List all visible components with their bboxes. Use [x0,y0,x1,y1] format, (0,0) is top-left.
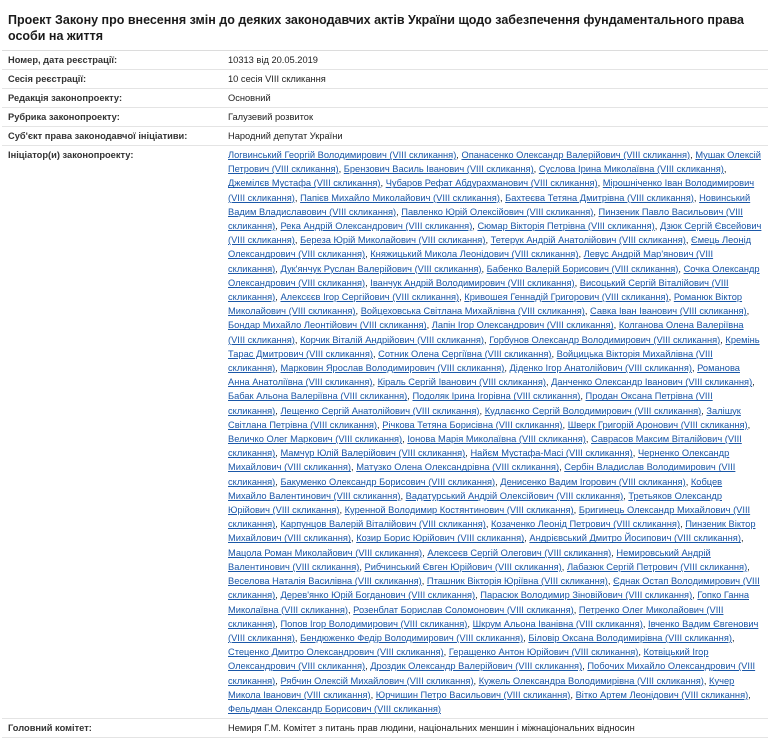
initiator-link[interactable]: Стеценко Дмитро Олександрович (VIII скликання) [228,647,444,658]
initiator-link[interactable]: Сотник Олена Сергіївна (VIII скликання) [378,348,552,359]
field-value: 10 сесія VIII скликання [222,70,768,89]
detail-row [2,89,768,108]
initiator-link[interactable]: Кужель Олександра Володимирівна (VIII скликання) [478,675,704,686]
initiator-link[interactable]: Веселова Наталія Василівна (VIII скликання) [228,576,422,587]
initiator-link[interactable]: Река Андрій Олександрович (VIII скликання) [280,221,473,232]
initiator-link[interactable]: Мушак Олексій Петрович (VIII скликання) [228,150,761,175]
initiator-link[interactable]: Корчик Віталій Андрійович (VIII скликання) [300,334,485,345]
initiator-link[interactable]: Левус Андрій Мар'янович (VIII скликання) [228,249,714,274]
initiator-link[interactable]: Шверк Григорій Аронович (VIII скликання) [567,419,748,430]
initiator-link[interactable]: Величко Олег Маркович (VIII скликання) [228,434,403,445]
initiator-link[interactable]: Дроздик Олександр Валерійович (VIII скликання) [370,661,583,672]
field-value: Народний депутат України [222,127,768,146]
initiator-link[interactable]: Мірошніченко Іван Володимирович (VIII скликання) [228,178,755,203]
initiator-link[interactable]: Немировський Андрій Валентинович (VIII скликання) [228,547,711,572]
initiator-link[interactable]: Лещенко Сергій Анатолійович (VIII скликання) [280,405,480,416]
committee-row [2,719,768,738]
initiator-link[interactable]: Рибчинський Євген Юрійович (VIII скликання) [364,561,562,572]
committee-label: Головний комітет: [2,719,222,738]
initiator-link[interactable]: Бабак Альона Валеріївна (VIII скликання) [228,391,408,402]
initiator-link[interactable]: Бакуменко Олександр Борисович (VIII скликання) [280,476,496,487]
detail-row [2,108,768,127]
committee-value: Немиря Г.М. Комітет з питань прав людини, національних меншин і міжнаціональних відносин [222,719,768,738]
initiator-link[interactable]: Бахтеєва Тетяна Дмитрівна (VIII скликання) [505,192,694,203]
initiator-link[interactable]: Фельдман Олександр Борисович (VIII скликання) [228,703,441,714]
initiator-link[interactable]: Романова Анна Анатоліївна (VIII скликання) [228,363,740,388]
initiator-link[interactable]: Пинзеник Павло Васильович (VIII скликання) [228,206,743,232]
initiator-link[interactable]: Біловір Оксана Володимирівна (VIII скликання) [528,632,732,643]
initiator-link[interactable]: Кіраль Сергій Іванович (VIII скликання) [377,377,546,388]
initiator-link[interactable]: Кучер Микола Іванович (VIII скликання) [228,675,735,700]
initiator-link[interactable]: Алексеєв Сергій Олегович (VIII скликання) [427,547,612,558]
initiator-link[interactable]: Бригинець Олександр Михайлович (VIII скликання) [228,505,751,530]
bill-details-table [2,51,768,738]
initiator-link[interactable]: Береза Юрій Миколайович (VIII скликання) [300,235,486,246]
initiator-link[interactable]: Річкова Тетяна Борисівна (VIII скликання) [382,419,563,430]
initiator-link[interactable]: Гопко Ганна Миколаївна (VIII скликання) [228,590,750,615]
initiator-link[interactable]: Єднак Остап Володимирович (VIII скликання) [228,576,760,601]
initiator-link[interactable]: Мацола Роман Миколайович (VIII скликання) [228,547,423,558]
page-title: Проект Закону про внесення змін до деяких законодавчих актів України щодо забезпечення фундаментального права особи на життя [8,13,744,43]
initiator-link[interactable]: Дук'янчук Руслан Валерійович (VIII скликання) [280,263,482,274]
initiator-link[interactable]: Денисенко Вадим Ігорович (VIII скликання) [500,476,686,487]
initiator-link[interactable]: Сочка Олександр Олександрович (VIII скликання) [228,263,760,288]
detail-row [2,70,768,89]
initiator-link[interactable]: Сербін Владислав Володимирович (VIII скликання) [228,462,736,487]
initiator-link[interactable]: Івченко Вадим Євгенович (VIII скликання) [228,618,759,643]
initiator-link[interactable]: Куренной Володимир Костянтинович (VIII скликання) [344,505,574,516]
initiator-link[interactable]: Вітко Артем Леонідович (VIII скликання) [575,689,749,700]
initiator-link[interactable]: Лабазюк Сергій Петрович (VIII скликання) [566,561,748,572]
initiator-link[interactable]: Опанасенко Олександр Валерійович (VIII скликання) [461,150,691,160]
initiator-link[interactable]: Саврасов Максим Віталійович (VIII скликання) [228,434,742,459]
initiator-link[interactable]: Третьяков Олександр Юрійович (VIII скликання) [228,490,723,516]
initiator-link[interactable]: Козир Борис Юрійович (VIII скликання) [356,533,525,544]
initiator-link[interactable]: Марковин Ярослав Володимирович (VIII скликання) [280,363,505,374]
initiator-link[interactable]: Пинзеник Віктор Михайлович (VIII скликання) [228,519,756,544]
initiator-link[interactable]: Кривошея Геннадій Григорович (VIII скликання) [464,292,669,303]
initiator-link[interactable]: Попов Ігор Володимирович (VIII скликання) [280,618,468,629]
initiator-link[interactable]: Юрчишин Петро Васильович (VIII скликання) [375,689,571,700]
initiator-link[interactable]: Побочих Михайло Олександрович (VIII скликання) [228,661,756,686]
initiator-link[interactable]: Карпунцов Валерій Віталійович (VIII скликання) [280,519,486,530]
initiator-link[interactable]: Суслова Ірина Миколаївна (VIII скликання) [538,164,724,175]
initiator-link[interactable]: Алексєєв Ігор Сергійович (VIII скликання) [280,292,460,303]
initiator-link[interactable]: Діденко Ігор Анатолійович (VIII скликання) [509,363,692,374]
initiator-link[interactable]: Княжицький Микола Леонідович (VIII скликання) [370,249,579,260]
initiators-row [2,146,768,719]
initiator-link[interactable]: Вадатурський Андрій Олексійович (VIII скликання) [405,490,624,501]
initiator-link[interactable]: Савка Іван Іванович (VIII скликання) [590,306,747,317]
initiator-link[interactable]: Розенблат Борислав Соломонович (VIII скликання) [353,604,574,615]
initiator-link[interactable]: Романюк Віктор Миколайович (VIII скликання) [228,292,743,317]
initiator-link[interactable]: Колганова Олена Валеріївна (VIII скликання) [228,320,744,345]
initiator-link[interactable]: Дерев'янко Юрій Богданович (VIII скликання) [280,590,476,601]
initiator-link[interactable]: Котвіцький Ігор Олександрович (VIII скликання) [228,647,709,672]
initiator-link[interactable]: Бендюженко Федір Володимирович (VIII скликання) [300,632,524,643]
initiator-link[interactable]: Брензович Василь Іванович (VIII скликання) [343,164,534,175]
initiators-list: Логвинський Георгій Володимирович (VIII скликання), Опанасенко Олександр Валерійович (VIII скликання), Мушак Олексій Петрович (VIII скликання), Брензович Василь Іванович (VIII скликання), Суслова Ірина Миколаївна (VIII скликання), Джемілєв Мустафа (VIII скликання), Чубаров Рефат Абдурахманович (VIII скликання), Мірошніченко Іван Володимирович (VIII скликання), Папієв Михайло Миколайович (VIII скликання), Бахтеєва Тетяна Дмитрівна (VIII скликання), Новинський Вадим Владиславович (VIII скликання), Павленко Юрій Олексійович (VIII скликання), Пинзеник Павло Васильович (VIII скликання), Река Андрій Олександрович (VIII скликання), Сюмар Вікторія Петрівна (VIII скликання), Дзюк Сергій Євсейович (VIII скликання), Береза Юрій Миколайович (VIII скликання), Тетерук Андрій Анатолійович (VIII скликання), Ємець Леонід Олександрович (VIII скликання), Княжицький Микола Леонідович (VIII скликання), Левус Андрій Мар'янович (VIII скликання), Дук'янчук Руслан Валерійович (VIII скликання), Бабенко Валерій Борисович (VIII скликання), Сочка Олександр Олександрович (VIII скликання), Іванчук Андрій Володимирович (VIII скликання), Висоцький Сергій Віталійович (VIII скликання), Алексєєв Ігор Сергійович (VIII скликання), Кривошея Геннадій Григорович (VIII скликання), Романюк Віктор Миколайович (VIII скликання), Войцеховська Світлана Михайлівна (VIII скликання), Савка Іван Іванович (VIII скликання), Бондар Михайло Леонтійович (VIII скликання), Лапін Ігор Олександрович (VIII скликання), Колганова Олена Валеріївна (VIII скликання), Корчик Віталій Андрійович (VIII скликання), Горбунов Олександр Володимирович (VIII скликання), Кремінь Тарас Дмитрович (VIII скликання), Сотник Олена Сергіївна (VIII скликання), Войцицька Вікторія Михайлівна (VIII скликання), Марковин Ярослав Володимирович (VIII скликання), Діденко Ігор Анатолійович (VIII скликання), Романова Анна Анатоліївна (VIII скликання), Кіраль Сергій Іванович (VIII скликання), Данченко Олександр Іванович (VIII скликання), Бабак Альона Валеріївна (VIII скликання), Подоляк Ірина Ігорівна (VIII скликання), Продан Оксана Петрівна (VIII скликання), Лещенко Сергій Анатолійович (VIII скликання), Кудлаєнко Сергій Володимирович (VIII скликання), Залішук Світлана Петрівна (VIII скликання), Річкова Тетяна Борисівна (VIII скликання), Шверк Григорій Аронович (VIII скликання), Величко Олег Маркович (VIII скликання), Іонова Марія Миколаївна (VIII скликання), Саврасов Максим Віталійович (VIII скликання), Мамчур Юлій Валерійович (VIII скликання), Найєм Мустафа-Масі (VIII скликання), Черненко Олександр Михайлович (VIII скликання), Матузко Олена Олександрівна (VIII скликання), Сербін Владислав Володимирович (VIII скликання), Бакуменко Олександр Борисович (VIII скликання), Денисенко Вадим Ігорович (VIII скликання), Кобцев Михайло Валентинович (VIII скликання), Вадатурський Андрій Олексійович (VIII скликання), Третьяков Олександр Юрійович (VIII скликання), Куренной Володимир Костянтинович (VIII скликання), Бригинець Олександр Михайлович (VIII скликання), Карпунцов Валерій Віталійович (VIII скликання), Козаченко Леонід Петрович (VIII скликання), Пинзеник Віктор Михайлович (VIII скликання), Козир Борис Юрійович (VIII скликання), Андрієвський Дмитро Йосипович (VIII скликання), Мацола Роман Миколайович (VIII скликання), Алексеєв Сергій Олегович (VIII скликання), Немировський Андрій Валентинович (VIII скликання), Рибчинський Євген Юрійович (VIII скликання), Лабазюк Сергій Петрович (VIII скликання), Веселова Наталія Василівна (VIII скликання), Пташник Вікторія Юріївна (VIII скликання), Єднак Остап Володимирович (VIII скликання), Дерев'янко Юрій Богданович (VIII скликання), Парасюк Володимир Зіновійович (VIII скликання), Гопко Ганна Миколаївна (VIII скликання), Розенблат Борислав Соломонович (VIII скликання), Петренко Олег Миколайович (VIII скликання), Попов Ігор Володимирович (VIII скликання), Шкрум Альона Іванівна (VIII скликання), Івченко Вадим Євгенович (VIII скликання), Бендюженко Федір Володимирович (VIII скликання), Біловір Оксана Володимирівна (VIII скликання), Стеценко Дмитро Олександрович (VIII скликання), Геращенко Антон Юрійович (VIII скликання), Котвіцький Ігор Олександрович (VIII скликання), Дроздик Олександр Валерійович (VIII скликання), Побочих Михайло Олександрович (VIII скликання), Рябчин Олексій Михайлович (VIII скликання), Кужель Олександра Володимирівна (VIII скликання), Кучер Микола Іванович (VIII скликання), Юрчишин Петро Васильович (VIII скликання), Вітко Артем Леонідович (VIII скликання), Фельдман Олександр Борисович (VIII скликання) [222,146,768,719]
initiator-link[interactable]: Подоляк Ірина Ігорівна (VIII скликання) [412,391,581,402]
initiator-link[interactable]: Геращенко Антон Юрійович (VIII скликання) [448,647,639,658]
initiator-link[interactable]: Залішук Світлана Петрівна (VIII скликання) [228,405,741,430]
initiator-link[interactable]: Продан Оксана Петрівна (VIII скликання) [228,391,713,416]
initiator-link[interactable]: Сюмар Вікторія Петрівна (VIII скликання) [477,221,655,232]
initiator-link[interactable]: Рябчин Олексій Михайлович (VIII скликання) [280,675,474,686]
initiator-link[interactable]: Андрієвський Дмитро Йосипович (VIII скликання) [529,533,741,544]
initiator-link[interactable]: Джемілєв Мустафа (VIII скликання) [228,178,381,189]
initiator-link[interactable]: Павленко Юрій Олексійович (VIII скликання) [401,206,594,217]
initiator-link[interactable]: Новинський Вадим Владиславович (VIII скликання) [228,192,751,217]
initiator-link[interactable]: Шкрум Альона Іванівна (VIII скликання) [472,618,643,629]
initiator-link[interactable]: Пташник Вікторія Юріївна (VIII скликання) [426,576,608,587]
field-value: Основний [222,89,768,108]
initiator-link[interactable]: Кудлаєнко Сергій Володимирович (VIII скликання) [484,405,702,416]
initiator-link[interactable]: Найєм Мустафа-Масі (VIII скликання) [470,448,633,459]
field-value: Галузевий розвиток [222,108,768,127]
initiator-link[interactable]: Войцицька Вікторія Михайлівна (VIII скликання) [228,348,713,374]
initiator-link[interactable]: Матузко Олена Олександрівна (VIII скликання) [356,462,560,473]
initiators-label: Ініціатор(и) законопроекту: [2,146,222,719]
field-value: 10313 від 20.05.2019 [222,51,768,70]
initiator-link[interactable]: Логвинський Георгій Володимирович (VIII скликання) [228,150,457,160]
initiator-link[interactable]: Горбунов Олександр Володимирович (VIII скликання) [489,334,721,345]
initiator-link[interactable]: Тетерук Андрій Анатолійович (VIII скликання) [490,235,686,246]
initiator-link[interactable]: Войцеховська Світлана Михайлівна (VIII скликання) [360,306,585,317]
initiator-link[interactable]: Чубаров Рефат Абдурахманович (VIII скликання) [385,178,598,189]
initiator-link[interactable]: Іонова Марія Миколаївна (VIII скликання) [407,434,586,445]
initiator-link[interactable]: Кремінь Тарас Дмитрович (VIII скликання) [228,334,760,359]
initiator-link[interactable]: Мамчур Юлій Валерійович (VIII скликання) [280,448,466,459]
initiator-link[interactable]: Данченко Олександр Іванович (VIII скликання) [551,377,753,388]
field-label: Сесія реєстрації: [2,70,222,89]
initiator-link[interactable]: Парасюк Володимир Зіновійович (VIII скликання) [480,590,693,601]
field-label: Редакція законопроекту: [2,89,222,108]
initiator-link[interactable]: Бондар Михайло Леонтійович (VIII скликання) [228,320,427,331]
field-label: Номер, дата реєстрації: [2,51,222,70]
initiator-link[interactable]: Кобцев Михайло Валентинович (VIII скликання) [228,476,723,501]
initiator-link[interactable]: Ємець Леонід Олександрович (VIII скликання) [228,235,752,260]
detail-row [2,51,768,70]
initiator-link[interactable]: Петренко Олег Миколайович (VIII скликання) [228,604,724,629]
initiator-link[interactable]: Бабенко Валерій Борисович (VIII скликання) [486,263,679,274]
field-label: Рубрика законопроекту: [2,108,222,127]
field-label: Суб'єкт права законодавчої ініціативи: [2,127,222,146]
detail-row [2,127,768,146]
initiator-link[interactable]: Висоцький Сергій Віталійович (VIII скликання) [228,277,729,303]
initiator-link[interactable]: Черненко Олександр Михайлович (VIII скликання) [228,448,730,473]
initiator-link[interactable]: Іванчук Андрій Володимирович (VIII скликання) [370,277,575,288]
initiator-link[interactable]: Дзюк Сергій Євсейович (VIII скликання) [228,221,762,246]
initiator-link[interactable]: Козаченко Леонід Петрович (VIII скликання) [491,519,681,530]
initiator-link[interactable]: Лапін Ігор Олександрович (VIII скликання) [431,320,614,331]
initiator-link[interactable]: Папієв Михайло Миколайович (VIII скликання) [300,192,500,203]
